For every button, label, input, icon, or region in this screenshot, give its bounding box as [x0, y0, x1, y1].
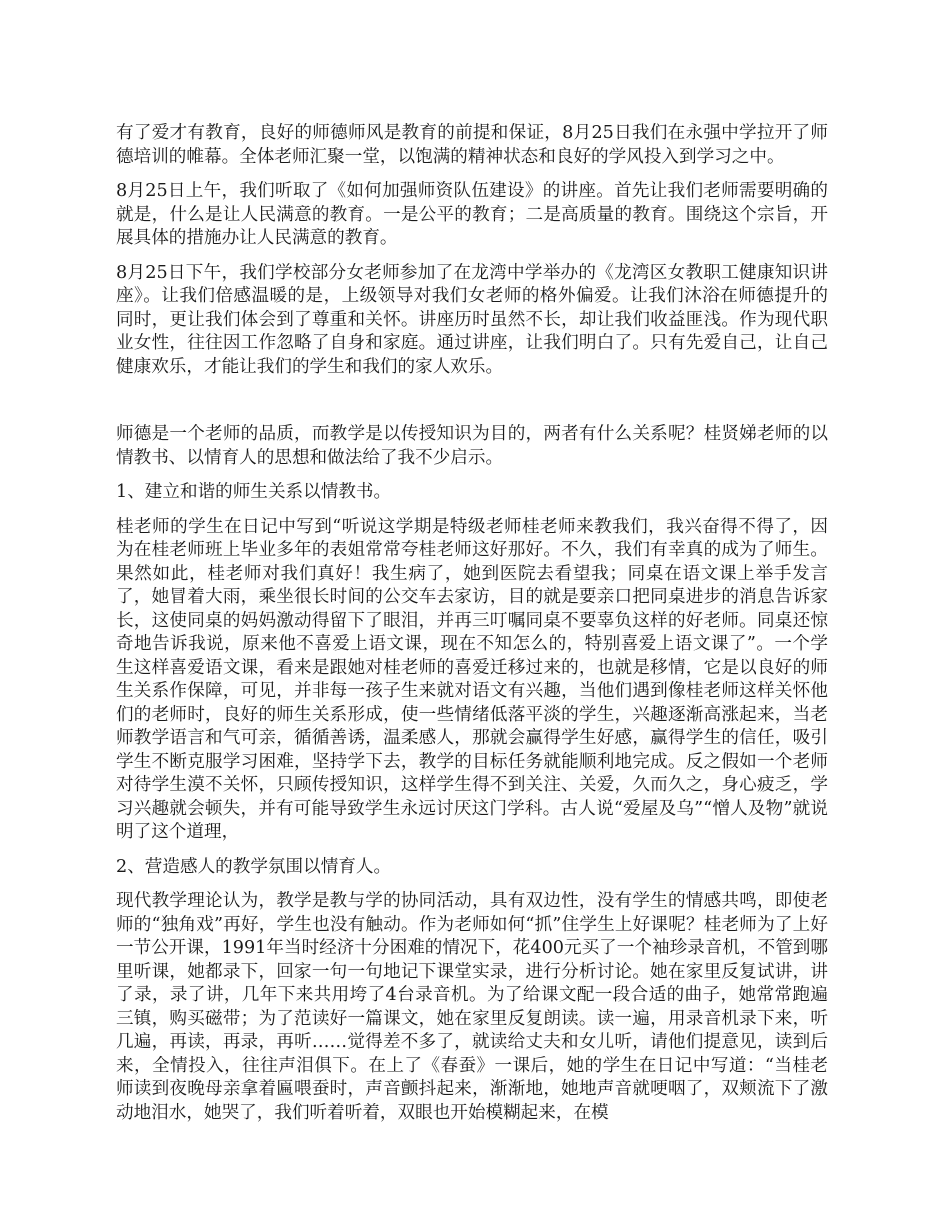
document-body: [116, 122, 828, 1136]
section-spacer: [116, 390, 828, 423]
paragraph-morning-lecture: 8月25日上午，我们听取了《如何加强师资队伍建设》的讲座。首先让我们老师需要明确的就是，什么是让人民满意的教育。一是公平的教育；二是高质量的教育。围绕这个宗旨，开展具体的措施办让人民满意的教育。: [116, 181, 828, 248]
paragraph-ethics-intro: 师德是一个老师的品质，而教学是以传授知识为目的，两者有什么关系呢？桂贤娣老师的以情教书、以情育人的思想和做法给了我不少启示。: [116, 424, 828, 468]
paragraph-atmosphere: 现代教学理论认为，教学是教与学的协同活动，具有双边性，没有学生的情感共鸣，即使老师的“独角戏”再好，学生也没有触动。作为老师如何“抓”住学生上好课呢？桂老师为了上好一节公开课，1991年当时经济十分困难的情况下，花400元买了一个袖珍录音机，不管到哪里听课，她都录下，回家一句一句地记下课堂实录，进行分析讨论。她在家里反复试讲，讲了录，录了讲，几年下来共用垮了4台录音机。为了给课文配一段合适的曲子，她常常跑遍三镇，购买磁带；为了范读好一篇课文，她在家里反复朗读。读一遍，用录音机录下来，听几遍，再读，再录，再听……觉得差不多了，就读给丈夫和女儿听，请他们提意见，读到后来，全情投入，往往声泪俱下。在上了《春蚕》一课后，她的学生在日记中写道：“当桂老师读到夜晚母亲拿着匾喂蚕时，声音颤抖起来，渐渐地，她地声音就哽咽了，双颊流下了激动地泪水，她哭了，我们听着听着，双眼也开始模糊起来，在模: [116, 891, 828, 1123]
section-heading-1: 1、建立和谐的师生关系以情教书。: [116, 482, 392, 502]
paragraph-intro: 有了爱才有教育，良好的师德师风是教育的前提和保证，8月25日我们在永强中学拉开了师德培训的帷幕。全体老师汇聚一堂，以饱满的精神状态和良好的学风投入到学习之中。: [116, 123, 828, 167]
paragraph-afternoon-lecture: 8月25日下午，我们学校部分女老师参加了在龙湾中学举办的《龙湾区女教职工健康知识讲座》。让我们倍感温暖的是，上级领导对我们女老师的格外偏爱。让我们沐浴在师德提升的同时，更让我们体会到了尊重和关怀。讲座历时虽然不长，却让我们收益匪浅。作为现代职业女性，往往因工作忽略了自身和家庭。通过讲座，让我们明白了。只有先爱自己，让自己健康欢乐，才能让我们的学生和我们的家人欢乐。: [116, 262, 828, 377]
paragraph-relationship: 桂老师的学生在日记中写到“听说这学期是特级老师桂老师来教我们，我兴奋得不得了，因为在桂老师班上毕业多年的表姐常常夸桂老师这好那好。不久，我们有幸真的成为了师生。果然如此，桂老师对我们真好！我生病了，她到医院去看望我；同桌在语文课上举手发言了，她冒着大雨，乘坐很长时间的公交车去家访，目的就是要亲口把同桌进步的消息告诉家长，这使同桌的妈妈激动得留下了眼泪，并再三叮嘱同桌不要辜负这样的好老师。同桌还惊奇地告诉我说，原来他不喜爱上语文课，现在不知怎么的，特别喜爱上语文课了”。一个学生这样喜爱语文课，看来是跟她对桂老师的喜爱迁移过来的，也就是移情，它是以良好的师生关系作保障，可见，并非每一孩子生来就对语文有兴趣，当他们遇到像桂老师这样关怀他们的老师时，良好的师生关系形成，使一些情绪低落平淡的学生，兴趣逐渐高涨起来，当老师教学语言和气可亲，循循善诱，温柔感人，那就会赢得学生好感，赢得学生的信任，吸引学生不断克服学习困难，坚持学下去，教学的目标任务就能顺利地完成。反之假如一个老师对待学生漠不关怀，只顾传授知识，这样学生得不到关注、关爱，久而久之，身心疲乏，学习兴趣就会顿失，并有可能导致学生永远讨厌这门学科。古人说“爱屋及乌”“憎人及物”就说明了这个道理，: [116, 516, 828, 842]
section-heading-2: 2、营造感人的教学氛围以情育人。: [116, 856, 392, 877]
